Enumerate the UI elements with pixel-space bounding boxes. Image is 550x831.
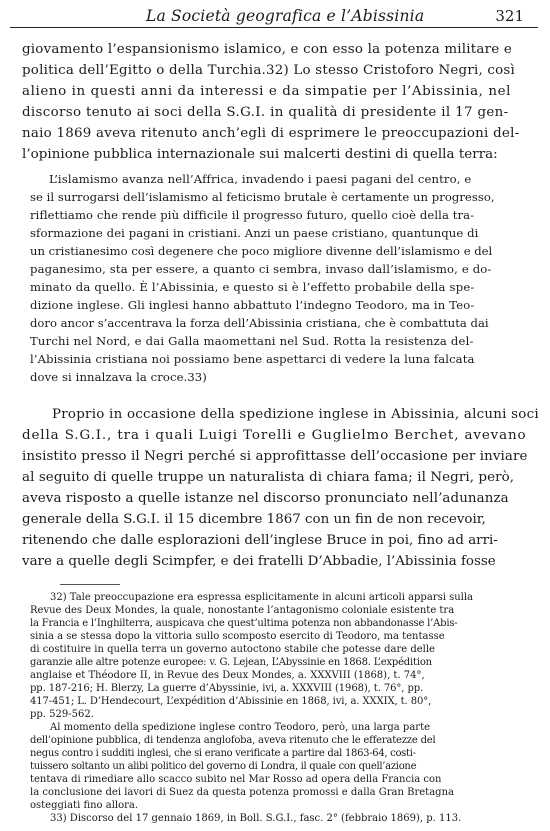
footnote-line: Revue des Deux Mondes, la quale, nonostante l’antagonismo coloniale esistente tra xyxy=(30,605,455,616)
footnote-line: 33) Discorso del 17 gennaio 1869, in Boll. S.G.I., fasc. 2° (febbraio 1869), p. 113. xyxy=(50,813,462,824)
footnote-line: di costituire in quella terra un governo autoctono stabile che potesse dare delle xyxy=(30,644,435,655)
footnote-line: la conclusione dei lavori di Suez da questa potenza promossi e dalla Gran Bretagna xyxy=(30,787,454,798)
quote-line: L’islamismo avanza nell’Affrica, invadendo i paesi pagani del centro, e xyxy=(49,172,472,186)
quote-line: doro ancor s’accentrava la forza dell’Abissinia cristiana, che è combattuta dai xyxy=(30,316,489,330)
footnote-line: garanzie alle altre potenze europee: v. G. Lejean, L’Abyssinie en 1868. L’expédition xyxy=(30,657,432,668)
footnote-line: tuissero soltanto un alibi politico del governo di Londra, il quale con quell’azione xyxy=(30,761,417,772)
text-line: naio 1869 aveva ritenuto anch’egli di esprimere le preoccupazioni del- xyxy=(22,126,520,141)
running-title: La Società geografica e l’Abissinia xyxy=(146,7,425,25)
footnote-line: la Francia e l’Inghilterra, auspicava che quest’ultima potenza non abbandonasse l’Abis- xyxy=(30,618,458,629)
quote-line: dove si innalzava la croce.33) xyxy=(30,370,207,384)
quote-line: dizione inglese. Gli inglesi hanno abbattuto l’indegno Teodoro, ma in Teo- xyxy=(30,298,475,312)
text-line: discorso tenuto ai soci della S.G.I. in qualità di presidente il 17 gen- xyxy=(22,105,509,120)
text-line: giovamento l’espansionismo islamico, e con esso la potenza militare e xyxy=(22,42,512,57)
text-line: alieno in questi anni da interessi e da simpatie per l’Abissinia, nel xyxy=(22,84,512,99)
footnote-line: tentava di rimediare allo scacco subito nel Mar Rosso ad opera della Francia con xyxy=(30,774,442,785)
running-header xyxy=(10,6,538,28)
text-line: vare a quelle degli Scimpfer, e dei fratelli D’Abbadie, l’Abissinia fosse xyxy=(22,554,496,569)
footnote-line: negus contro i sudditi inglesi, che si erano verificate a partire dal 1863-64, costi- xyxy=(30,748,416,759)
footnote-line: pp. 187-216; H. Blerzy, La guerre d’Abyssinie, ivi, a. XXXVIII (1968), t. 76°, pp. xyxy=(30,683,424,694)
quote-line: sformazione dei pagani in cristiani. Anzi un paese cristiano, quantunque di xyxy=(30,226,479,240)
footnote-line: Al momento della spedizione inglese contro Teodoro, però, una larga parte xyxy=(50,722,431,733)
text-line: politica dell’Egitto o della Turchia.32) Lo stesso Cristoforo Negri, così xyxy=(22,63,515,78)
quote-line: un cristianesimo così degenere che poco migliore divenne dell’islamismo e del xyxy=(30,244,493,258)
footnote-line: 32) Tale preoccupazione era espressa esplicitamente in alcuni articoli apparsi sulla xyxy=(50,592,474,603)
text-line: della S.G.I., tra i quali Luigi Torelli e Guglielmo Berchet, avevano xyxy=(22,428,527,443)
footnote-line: sinia a se stessa dopo la vittoria sullo scomposto esercito di Teodoro, ma tentasse xyxy=(30,631,445,642)
quote-line: Turchi nel Nord, e dai Galla maomettani nel Sud. Rotta la resistenza del- xyxy=(30,334,474,348)
text-line: insistito presso il Negri perché si approfittasse dell’occasione per inviare xyxy=(22,449,528,464)
text-line: generale della S.G.I. il 15 dicembre 1867 con un fin de non recevoir, xyxy=(22,512,486,527)
quote-line: paganesimo, sta per essere, a quanto ci sembra, invaso dall’islamismo, e do- xyxy=(30,262,492,276)
quote-line: minato da quello. È l’Abissinia, e questo si è l’effetto probabile della spe- xyxy=(30,280,475,294)
quote-line: se il surrogarsi dell’islamismo al feticismo brutale è certamente un progresso, xyxy=(30,190,495,204)
footnote-line: pp. 529-562. xyxy=(30,709,94,720)
text-line: l’opinione pubblica internazionale sui malcerti destini di quella terra: xyxy=(22,147,498,162)
footnote-line: anglaise et Théodore II, in Revue des Deux Mondes, a. XXXVIII (1868), t. 74°, xyxy=(30,670,425,681)
footnote-line: 417-451; L. D’Hendecourt, L’expédition d’Abissinie en 1868, ivi, a. XXXIX, t. 80°, xyxy=(30,696,432,707)
footnote-line: dell’opinione pubblica, di tendenza anglofoba, aveva ritenuto che le efferatezze del xyxy=(30,735,436,746)
quote-line: l’Abissinia cristiana noi possiamo bene aspettarci di vedere la luna falcata xyxy=(30,352,475,366)
footnote-line: osteggiati fino allora. xyxy=(30,800,139,811)
text-line: al seguito di quelle truppe un naturalista di chiara fama; il Negri, però, xyxy=(22,470,515,485)
text-line: aveva risposto a quelle istanze nel discorso pronunciato nell’adunanza xyxy=(22,491,509,506)
quote-line: riflettiamo che rende più difficile il progresso futuro, quello cioè della tra- xyxy=(30,208,475,222)
page-number: 321 xyxy=(495,7,524,25)
text-line: ritenendo che dalle esplorazioni dell’inglese Bruce in poi, fino ad arri- xyxy=(22,533,498,548)
text-line: Proprio in occasione della spedizione inglese in Abissinia, alcuni soci xyxy=(52,407,539,422)
footnote-separator xyxy=(60,584,120,585)
